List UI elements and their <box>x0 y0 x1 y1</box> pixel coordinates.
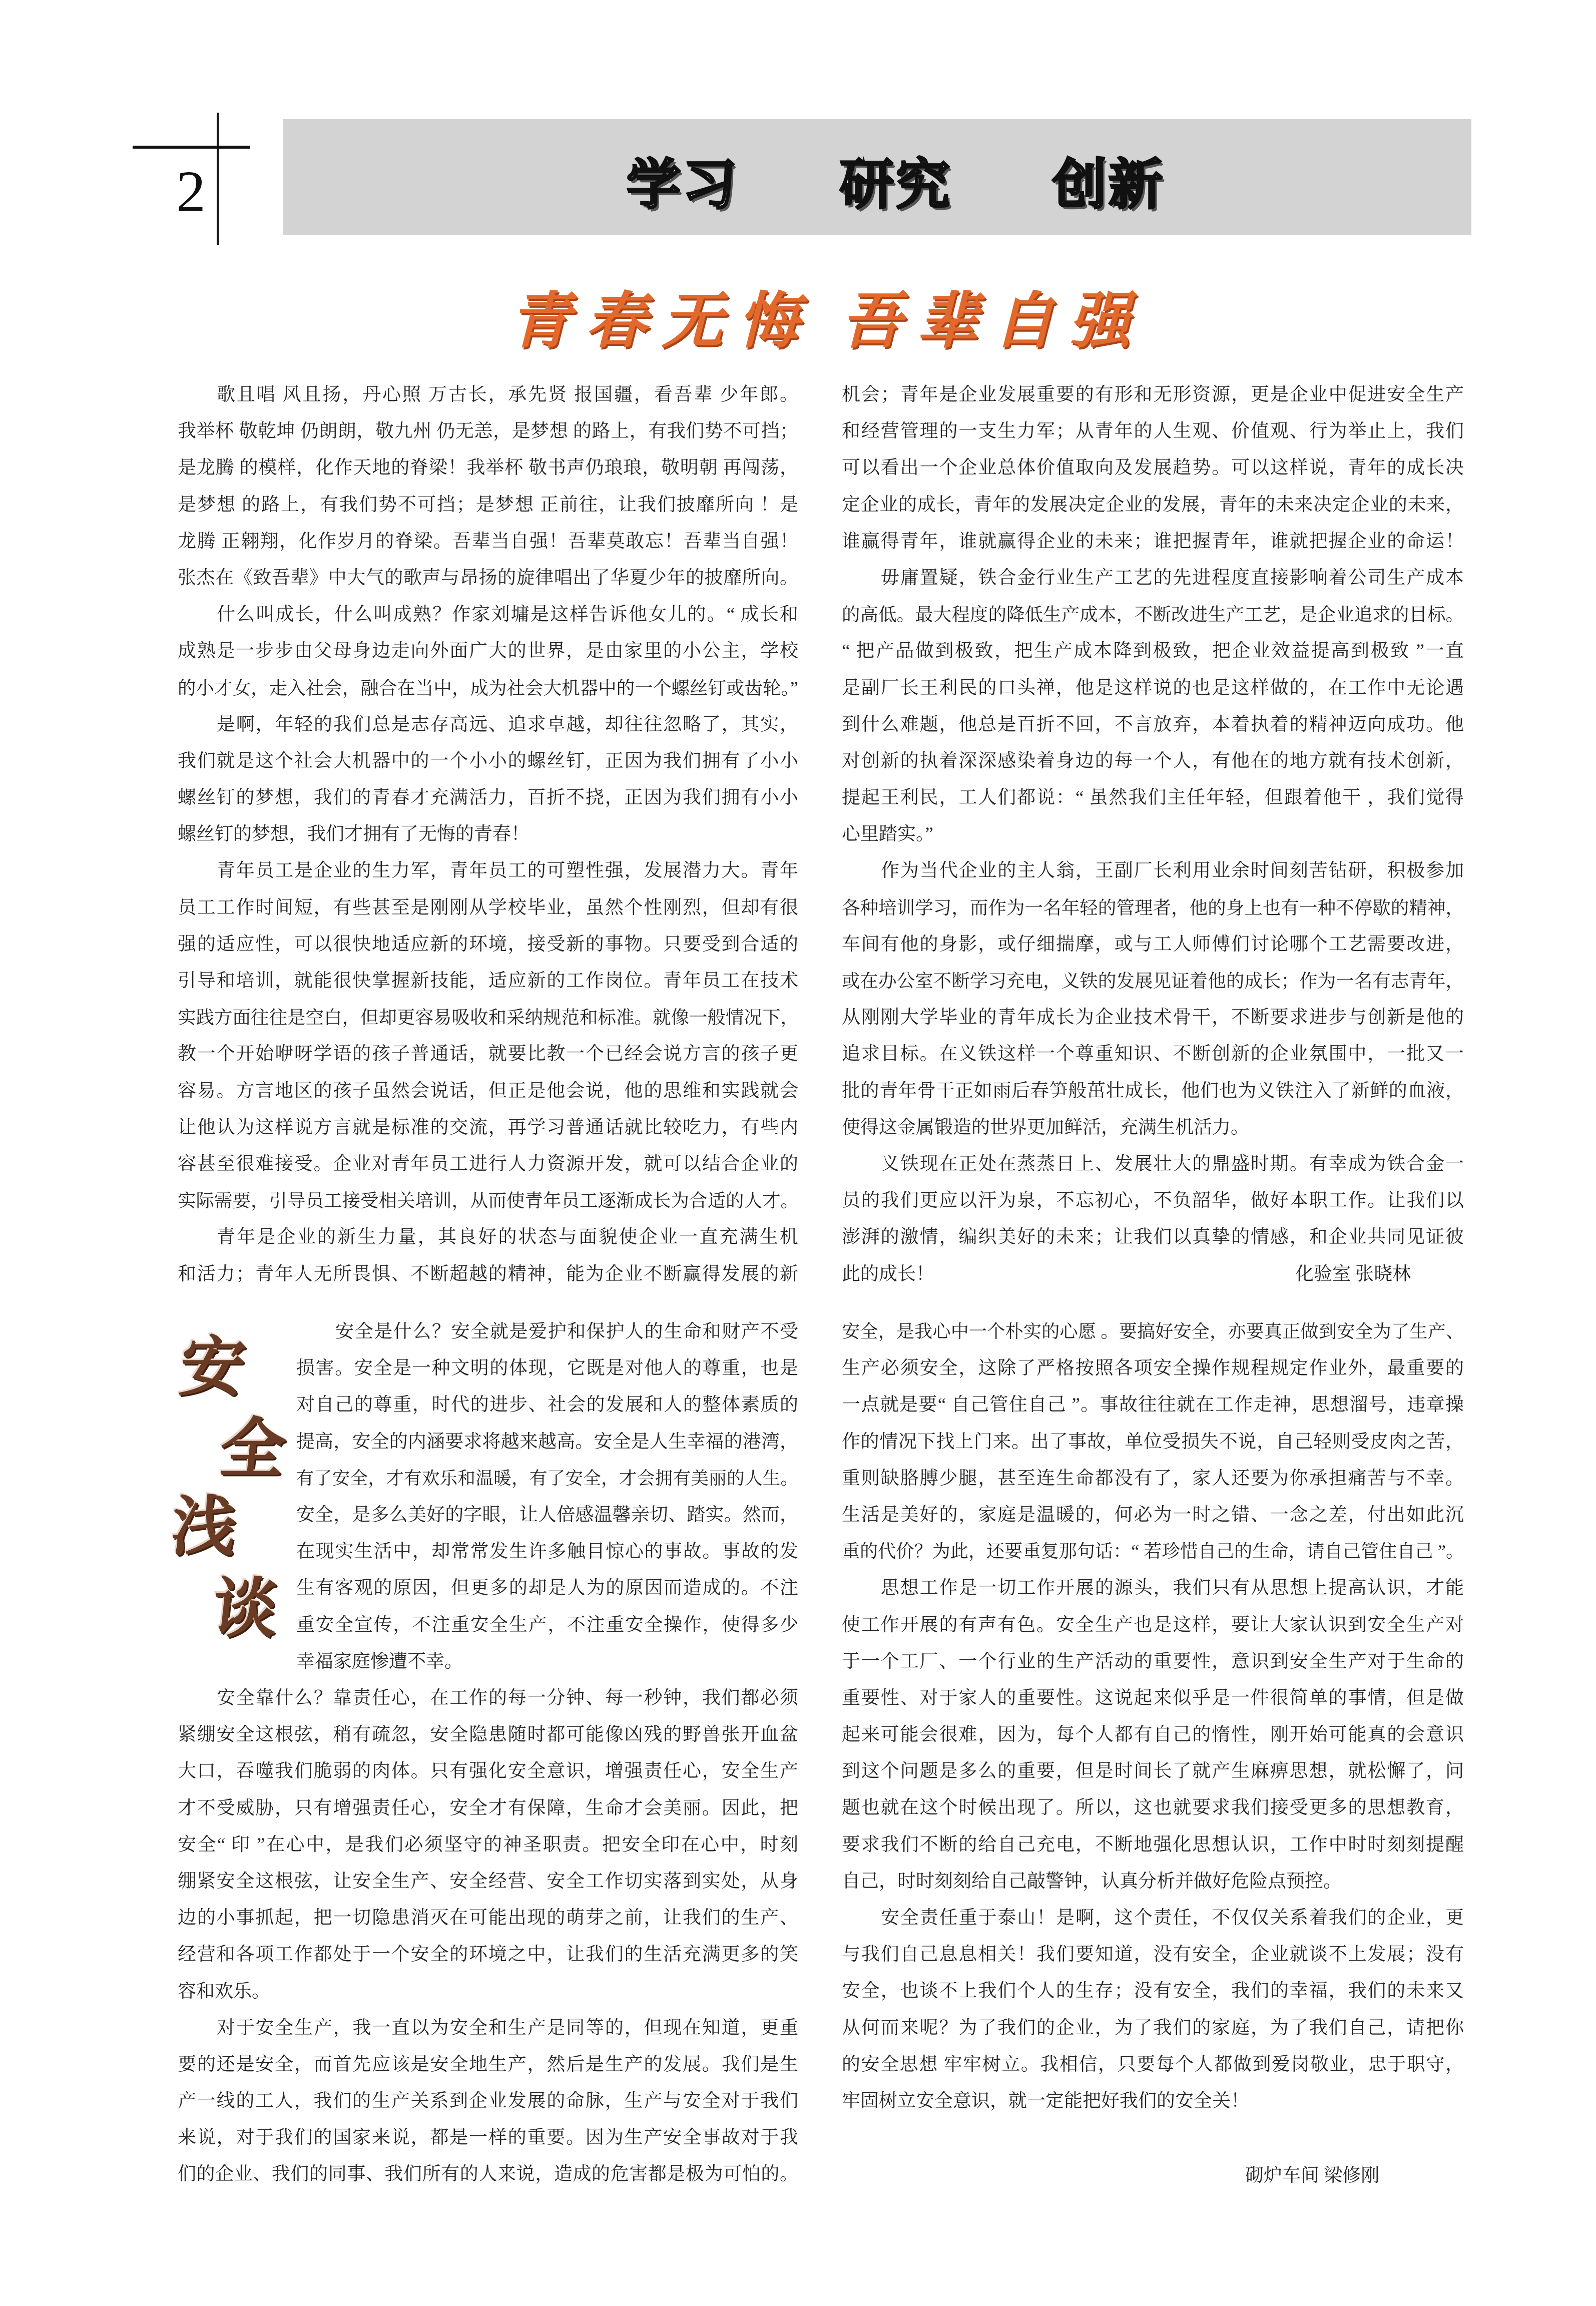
bottom-article-left-column <box>178 1680 798 2193</box>
text-line: 定企业的成长，青年的发展决定企业的发展，青年的未来决定企业的未来， <box>842 494 1464 515</box>
text-line: 思想工作是一切工作开展的源头，我们只有从思想上提高认识，才能 <box>881 1578 1464 1599</box>
text-line: 生活是美好的，家庭是温暖的，何必为一时之错、一念之差，付出如此沉 <box>842 1504 1464 1525</box>
text-line: 的高低。最大程度的降低生产成本，不断改进生产工艺，是企业追求的目标。 <box>842 604 1464 625</box>
text-line: 螺丝钉的梦想，我们才拥有了无悔的青春！ <box>178 824 529 845</box>
banner-word-research: 研究 <box>839 154 952 216</box>
text-line: 强的适应性，可以很快地适应新的环境，接受新的事物。只要受到合适的 <box>178 934 798 955</box>
text-line: 龙腾 正翱翔，化作岁月的脊梁。吾辈当自强！吾辈莫敢忘！吾辈当自强！ <box>178 531 798 552</box>
text-line: 才不受威胁，只有增强责任心，安全才有保障，生命才会美丽。因此，把 <box>178 1797 798 1818</box>
text-line: 安全靠什么？靠责任心，在工作的每一分钟、每一秒钟，我们都必须 <box>217 1688 798 1708</box>
text-line: 边的小事抓起，把一切隐患消灭在可能出现的萌芽之前，让我们的生产、 <box>178 1908 798 1929</box>
bottom-title-char-3: 浅 <box>168 1489 241 1565</box>
text-line: 作为当代企业的主人翁，王副厂长利用业余时间刻苦钻研，积极参加 <box>881 860 1464 881</box>
text-line: 安全，是多么美好的字眼，让人倍感温馨亲切、踏实。然而， <box>296 1504 798 1525</box>
text-line: 作的情况下找上门来。出了事故，单位受损失不说，自己轻则受皮肉之苦， <box>842 1431 1464 1452</box>
top-article-right-column <box>842 376 1464 1292</box>
text-line: 实际需要，引导员工接受相关培训，从而使青年员工逐渐成长为合适的人才。 <box>178 1190 799 1211</box>
text-line: 心里踏实。” <box>842 824 933 845</box>
text-line: 对自己的尊重，时代的进步、社会的发展和人的整体素质的 <box>296 1395 798 1416</box>
paragraph <box>842 560 1464 853</box>
paragraph <box>178 1219 798 1292</box>
text-line: 让他认为这样说方言就是标准的交流，再学习普通话就比较吃力，有些内 <box>178 1117 798 1138</box>
text-line: “ 把产品做到极致，把生产成本降到极致，把企业效益提高到极致 ”一直 <box>842 641 1464 662</box>
text-line: 是啊，年轻的我们总是志存高远、追求卓越，却往往忽略了，其实， <box>217 714 798 735</box>
text-line: 经营和各项工作都处于一个安全的环境之中，让我们的生活充满更多的笑 <box>178 1944 798 1965</box>
text-line: 义铁现在正处在蒸蒸日上、发展壮大的鼎盛时期。有幸成为铁合金一 <box>881 1153 1464 1174</box>
bottom-article-signature: 砌炉车间 梁修刚 <box>1245 2165 1380 2186</box>
text-line: 安全责任重于泰山！是啊，这个责任，不仅仅关系着我们的企业，更 <box>881 1908 1464 1928</box>
text-line: 起来可能会很难，因为，每个人都有自己的惰性，刚开始可能真的会意识 <box>842 1724 1464 1745</box>
text-line: 与我们自己息息相关！我们要知道，没有安全，企业就谈不上发展；没有 <box>842 1944 1464 1965</box>
text-line: 安全，也谈不上我们个人的生存；没有安全，我们的幸福，我们的未来又 <box>842 1981 1464 2002</box>
text-line: 对于安全生产，我一直以为安全和生产是同等的，但现在知道，更重 <box>217 2017 798 2038</box>
text-line: 牢固树立安全意识，就一定能把好我们的安全关！ <box>842 2090 1249 2111</box>
text-line: 引导和培训，就能很快掌握新技能，适应新的工作岗位。青年员工在技术 <box>178 971 798 991</box>
paragraph <box>178 1680 798 2010</box>
paragraph <box>178 706 798 853</box>
text-line: 使工作开展的有声有色。安全生产也是这样，要让大家认识到安全生产对 <box>842 1614 1464 1635</box>
text-line: 青年是企业的新生力量，其良好的状态与面貌使企业一直充满生机 <box>217 1227 798 1248</box>
text-line: 毋庸置疑，铁合金行业生产工艺的先进程度直接影响着公司生产成本 <box>881 567 1464 588</box>
text-line: 重则缺胳膊少腿，甚至连生命都没有了，家人还要为你承担痛苦与不幸。 <box>842 1468 1464 1489</box>
corner-rule-horizontal <box>133 146 250 149</box>
paragraph <box>842 1570 1464 1900</box>
text-line: 要的还是安全，而首先应该是安全地生产，然后是生产的发展。我们是生 <box>178 2054 798 2075</box>
page-number: 2 <box>176 159 206 224</box>
text-line: 们的企业、我们的同事、我们所有的人来说，造成的危害都是极为可怕的。 <box>178 2164 798 2185</box>
paragraph <box>178 376 798 596</box>
text-line: 或在办公室不断学习充电，义铁的发展见证着他的成长；作为一名有志青年， <box>842 971 1464 991</box>
text-line: 有了安全，才有欢乐和温暖，有了安全，才会拥有美丽的人生。 <box>296 1468 798 1488</box>
text-line: 成熟是一步步由父母身边走向外面广大的世界，是由家里的小公主，学校 <box>178 641 798 662</box>
article-title-part-2: 吾辈自强 <box>841 284 1145 356</box>
paragraph <box>178 596 798 706</box>
text-line: 追求目标。在义铁这样一个尊重知识、不断创新的企业氛围中，一批又一 <box>842 1044 1464 1065</box>
text-line: 幸福家庭惨遭不幸。 <box>296 1651 463 1672</box>
text-line: 青年员工是企业的生力军，青年员工的可塑性强，发展潜力大。青年 <box>217 860 798 881</box>
text-line: 从何而来呢？为了我们的企业，为了我们的家庭，为了我们自己，请把你 <box>842 2017 1464 2038</box>
text-line: 容易。方言地区的孩子虽然会说话，但正是他会说，他的思维和实践就会 <box>178 1080 798 1101</box>
bottom-title-char-4: 谈 <box>209 1570 282 1646</box>
text-line: 容甚至很难接受。企业对青年员工进行人力资源开发，就可以结合企业的 <box>178 1153 798 1174</box>
paragraph <box>178 2010 798 2193</box>
text-line: 的安全思想 牢牢树立。我相信，只要每个人都做到爱岗敬业，忠于职守， <box>842 2054 1464 2075</box>
text-line: 批的青年骨干正如雨后春笋般茁壮成长，他们也为义铁注入了新鲜的血液， <box>842 1080 1464 1101</box>
text-line: 澎湃的激情，编织美好的未来；让我们以真挚的情感，和企业共同见证彼 <box>842 1227 1464 1248</box>
text-line: 安全，是我心中一个朴实的心愿 。要搞好安全，亦要真正做到安全为了生产、 <box>842 1321 1464 1341</box>
banner-word-study: 学习 <box>626 154 739 216</box>
bottom-article-right-column <box>842 1313 1464 2119</box>
text-line: 是龙腾 的模样，化作天地的脊梁！我举杯 敬书声仍琅琅，敬明朝 再闯荡， <box>178 457 798 479</box>
text-line: 使得这金属锻造的世界更加鲜活，充满生机活力。 <box>842 1117 1249 1138</box>
paragraph <box>296 1313 798 1680</box>
text-line: 提高，安全的内涵要求将越来越高。安全是人生幸福的港湾， <box>296 1431 798 1452</box>
text-line: 谁赢得青年，谁就赢得企业的未来；谁把握青年，谁就把握企业的命运！ <box>842 531 1464 552</box>
text-line: 来说，对于我们的国家来说，都是一样的重要。因为生产安全事故对于我 <box>178 2127 798 2148</box>
text-line: 螺丝钉的梦想，我们的青春才充满活力，百折不挠，正因为我们拥有小小 <box>178 787 798 808</box>
text-line: 实践方面往往是空白，但却更容易吸收和采纳规范和标准。就像一般情况下， <box>178 1007 799 1028</box>
text-line: 绷紧安全这根弦，让安全生产、安全经营、安全工作切实落到实处，从身 <box>178 1871 798 1892</box>
paragraph <box>842 1313 1464 1570</box>
bottom-article-intro-column <box>296 1313 798 1680</box>
text-line: 和活力；青年人无所畏惧、不断超越的精神，能为企业不断赢得发展的新 <box>178 1263 798 1284</box>
bottom-title-char-2: 全 <box>216 1411 289 1487</box>
text-line: 到这个问题是多么的重要，但是时间长了就产生麻痹思想，就松懈了，问 <box>842 1761 1464 1782</box>
text-line: 是梦想 的路上，有我们势不可挡；是梦想 正前往，让我们披靡所向 ！是 <box>178 494 798 515</box>
text-line: 员的我们更应以汗为泉，不忘初心，不负韶华，做好本职工作。让我们以 <box>842 1190 1464 1211</box>
text-line: 生产必须安全，这除了严格按照各项安全操作规程规定作业外，最重要的 <box>842 1358 1464 1379</box>
text-line: 教一个开始咿呀学语的孩子普通话，就要比教一个已经会说方言的孩子更 <box>178 1044 798 1065</box>
article-title-part-1: 青春无悔 <box>509 284 814 356</box>
text-line: 车间有他的身影，或仔细揣摩，或与工人师傅们讨论哪个工艺需要改进， <box>842 934 1464 955</box>
text-line: 重的代价？为此，还要重复那句话：“ 若珍惜自己的生命，请自己管住自己 ”。 <box>842 1541 1464 1562</box>
text-line: 什么叫成长，什么叫成熟？作家刘墉是这样告诉他女儿的。“ 成长和 <box>217 604 798 625</box>
text-line: 于一个工厂、一个行业的生产活动的重要性，意识到安全生产对于生命的 <box>842 1651 1464 1672</box>
top-article-left-column <box>178 376 798 1292</box>
text-line: 对创新的执着深深感染着身边的每一个人，有他在的地方就有技术创新， <box>842 750 1464 771</box>
bottom-title-char-1: 安 <box>176 1329 249 1405</box>
text-line: 安全是什么？安全就是爱护和保护人的生命和财产不受 <box>335 1321 798 1342</box>
text-line: 到什么难题，他总是百折不回，不言放弃，本着执着的精神迈向成功。他 <box>842 714 1464 735</box>
text-line: 在现实生活中，却常常发生许多触目惊心的事故。事故的发 <box>296 1541 798 1562</box>
paragraph <box>842 852 1464 1146</box>
text-line: 自己，时时刻刻给自己敲警钟，认真分析并做好危险点预控。 <box>842 1871 1342 1892</box>
text-line: 我举杯 敬乾坤 仍朗朗，敬九州 仍无恙，是梦想 的路上，有我们势不可挡； <box>178 421 798 442</box>
text-line: 损害。安全是一种文明的体现，它既是对他人的尊重，也是 <box>296 1358 798 1379</box>
corner-rule-vertical <box>217 113 219 245</box>
text-line: 重要性、对于家人的重要性。这说起来似乎是一件很简单的事情，但是做 <box>842 1687 1464 1708</box>
text-line: 产一线的工人，我们的生产关系到企业发展的命脉，生产与安全对于我们 <box>178 2091 798 2112</box>
text-line: 各种培训学习，而作为一名年轻的管理者，他的身上也有一种不停歇的精神， <box>842 897 1464 918</box>
text-line: 提起王利民，工人们都说：“ 虽然我们主任年轻，但跟着他干 ，我们觉得 <box>842 787 1464 808</box>
text-line: 我们就是这个社会大机器中的一个小小的螺丝钉，正因为我们拥有了小小 <box>178 750 798 771</box>
text-line: 可以看出一个企业总体价值取向及发展趋势。可以这样说，青年的成长决 <box>842 457 1464 479</box>
paragraph <box>178 852 798 1219</box>
paragraph <box>842 376 1464 560</box>
text-line: 和经营管理的一支生力军；从青年的人生观、价值观、行为举止上，我们 <box>842 421 1464 442</box>
text-line: 大口，吞噬我们脆弱的肉体。只有强化安全意识，增强责任心，安全生产 <box>178 1761 798 1782</box>
text-line: 紧绷安全这根弦，稍有疏忽，安全隐患随时都可能像凶残的野兽张开血盆 <box>178 1724 798 1745</box>
text-line: 容和欢乐。 <box>178 1981 270 2002</box>
text-line: 安全“ 印 ”在心中，是我们必须坚守的神圣职责。把安全印在心中，时刻 <box>178 1834 798 1855</box>
text-line: 重安全宣传，不注重安全生产，不注重安全操作，使得多少 <box>296 1614 798 1635</box>
top-article-signature: 化验室 张晓林 <box>1295 1264 1411 1284</box>
text-line: 机会；青年是企业发展重要的有形和无形资源，更是企业中促进安全生产 <box>842 384 1464 405</box>
text-line: 员工工作时间短，有些甚至是刚刚从学校毕业，虽然个性刚烈，但却有很 <box>178 897 798 918</box>
text-line: 一点就是要“ 自己管住自己 ”。事故往往就在工作走神，思想溜号，违章操 <box>842 1395 1464 1416</box>
text-line: 从刚刚大学毕业的青年成长为企业技术骨干，不断要求进步与创新是他的 <box>842 1007 1464 1028</box>
text-line: 歌且唱 风且扬，丹心照 万古长，承先贤 报国疆，看吾辈 少年郎。 <box>217 384 798 405</box>
paragraph <box>842 1900 1464 2119</box>
text-line: 张杰在《致吾辈》中大气的歌声与昂扬的旋律唱出了华夏少年的披靡所向。 <box>178 567 798 588</box>
text-line: 要求我们不断的给自己充电，不断地强化思想认识，工作中时时刻刻提醒 <box>842 1834 1464 1855</box>
text-line: 此的成长！ <box>842 1263 934 1284</box>
text-line: 题也就在这个时候出现了。所以，这也就要求我们接受更多的思想教育， <box>842 1797 1464 1818</box>
banner-word-innovation: 创新 <box>1052 154 1165 216</box>
text-line: 是副厂长王利民的口头禅，他是这样说的也是这样做的，在工作中无论遇 <box>842 677 1464 698</box>
text-line: 生有客观的原因，但更多的却是人为的原因而造成的。不注 <box>296 1578 798 1599</box>
text-line: 的小才女，走入社会，融合在当中，成为社会大机器中的一个螺丝钉或齿轮。” <box>178 677 798 698</box>
